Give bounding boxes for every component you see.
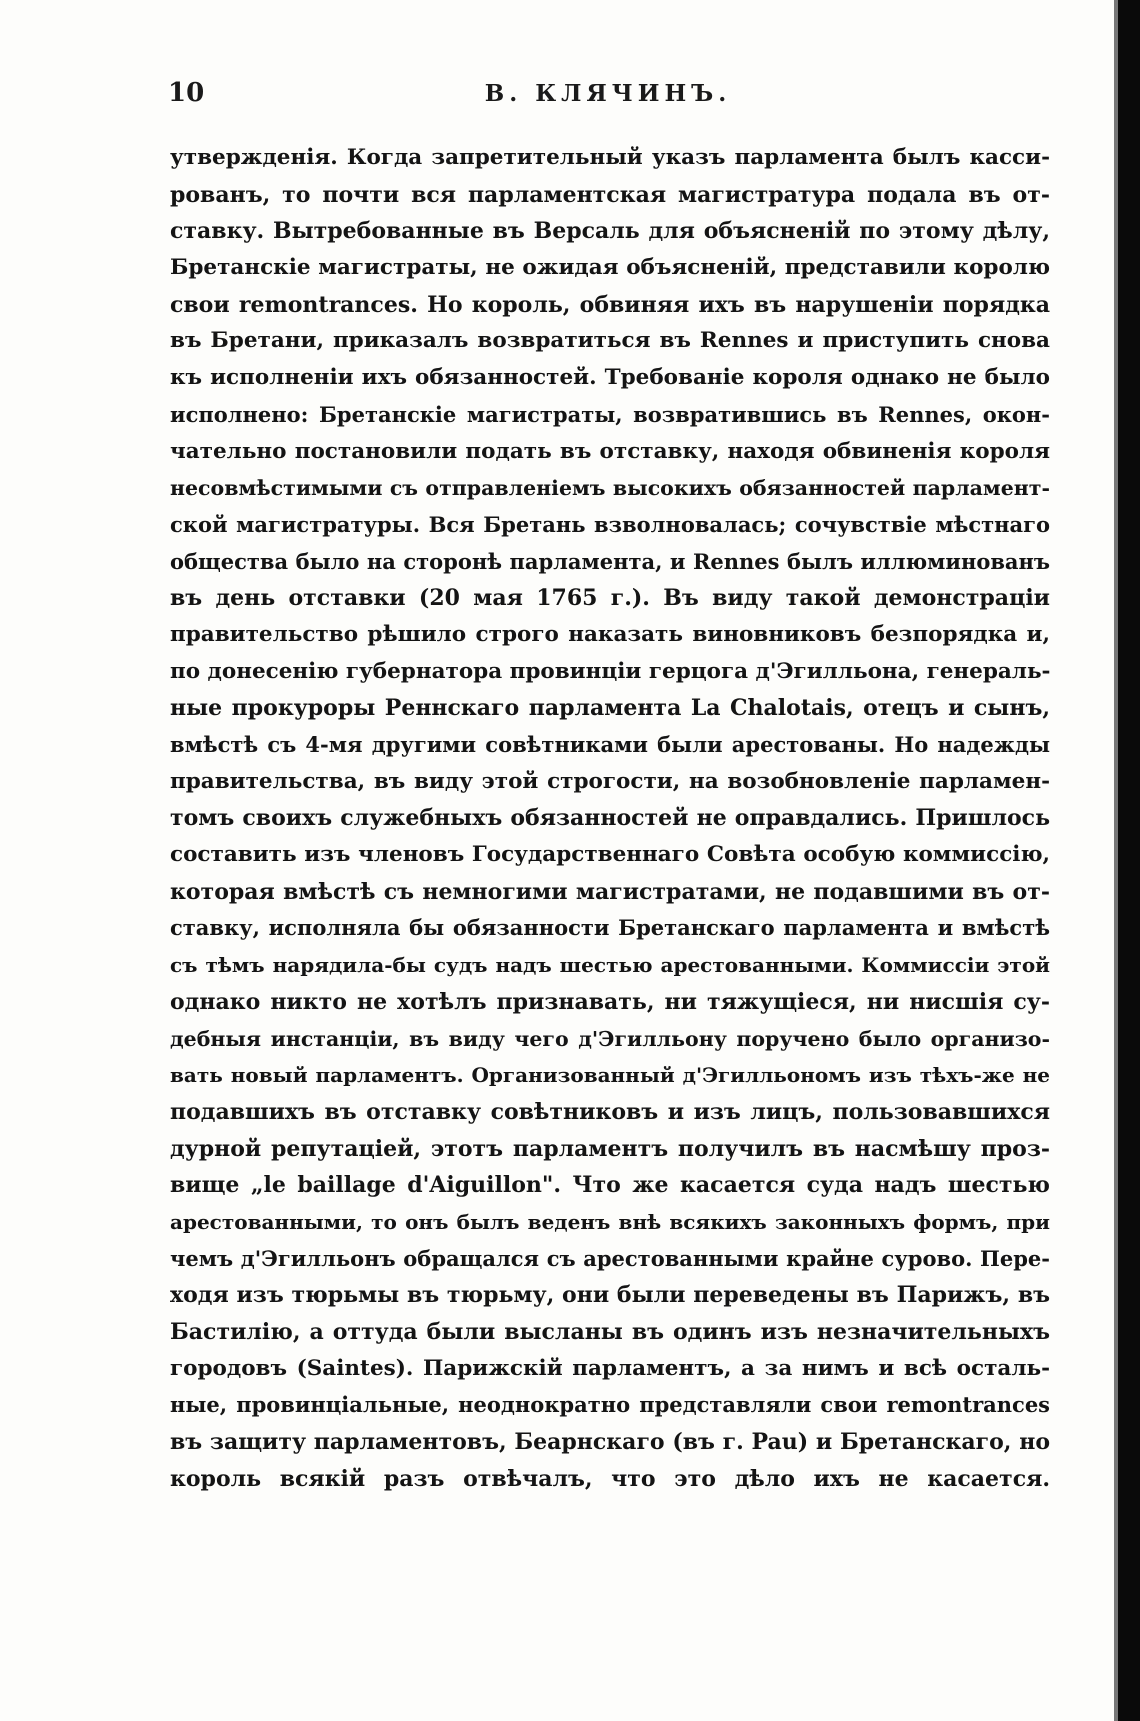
text-line: дурной репутаціей, этотъ парламентъ получилъ въ насмѣшу проз- [170,1135,1050,1162]
text-line: томъ своихъ служебныхъ обязанностей не оправдались. Пришлось [170,805,1050,832]
text-line: вать новый парламентъ. Организованный д'Эгилльономъ изъ тѣхъ-же не [170,1063,1050,1088]
text-line: ской магистратуры. Вся Бретань взволновалась; сочувствіе мѣстнаго [170,511,1050,537]
text-line: вище „le baillage d'Aiguillon". Что же касается суда надъ шестью [170,1172,1050,1199]
page-number: 10 [168,78,205,108]
body-text [170,140,1050,1497]
text-line: исполнено: Бретанскіе магистраты, возвратившись въ Rennes, окон- [170,401,1050,427]
text-line: составить изъ членовъ Государственнаго Совѣта особую коммиссію, [170,842,1050,868]
text-line: ные прокуроры Реннскаго парламента La Chalotais, отецъ и сынъ, [170,695,1050,722]
text-line: къ исполненіи ихъ обязанностей. Требованіе короля однако не было [170,365,1050,391]
text-line: утвержденія. Когда запретительный указъ парламента былъ касси- [170,145,1050,170]
text-line: которая вмѣстѣ съ немногими магистратами, не подавшими въ от- [170,878,1050,905]
text-line: по донесенію губернатора провинціи герцога д'Эгилльона, генераль- [170,658,1050,684]
text-line: правительства, въ виду этой строгости, на возобновленіе парламен- [170,768,1050,794]
text-line: общества было на сторонѣ парламента, и Rennes былъ иллюминованъ [170,548,1050,574]
text-line: подавшихъ въ отставку совѣтниковъ и изъ лицъ, пользовавшихся [170,1098,1050,1125]
text-line: чательно постановили подать въ отставку, находя обвиненія короля [170,438,1050,464]
text-line: вмѣстѣ съ 4-мя другими совѣтниками были арестованы. Но надежды [170,732,1050,757]
text-line: Бретанскіе магистраты, не ожидая объясненій, представили королю [170,255,1050,281]
text-line: рованъ, то почти вся парламентская магистратура подала въ от- [170,181,1050,208]
scan-edge [1118,0,1140,1721]
text-line: ные, провинціальные, неоднократно представляли свои remontrances [170,1392,1050,1418]
text-line: ставку. Вытребованные въ Версаль для объясненій по этому дѣлу, [170,218,1050,245]
text-line: Бастилію, а оттуда были высланы въ одинъ изъ незначительныхъ [170,1319,1050,1345]
text-line: ходя изъ тюрьмы въ тюрьму, они были переведены въ Парижъ, въ [170,1282,1050,1309]
text-line: несовмѣстимыми съ отправленіемъ высокихъ обязанностей парламент- [170,476,1050,501]
text-line: свои remontrances. Но король, обвиняя ихъ въ нарушеніи порядка [170,291,1050,318]
text-line: чемъ д'Эгилльонъ обращался съ арестованными крайне сурово. Пере- [170,1245,1050,1271]
text-line: въ защиту парламентовъ, Беарнскаго (въ г. Pau) и Бретанскаго, но [170,1429,1050,1456]
text-line: арестованными, то онъ былъ веденъ внѣ всякихъ законныхъ формъ, при [170,1209,1050,1234]
text-line: король всякій разъ отвѣчалъ, что это дѣло ихъ не касается. [170,1465,1050,1492]
text-line: дебныя инстанціи, въ виду чего д'Эгилльону поручено было организо- [170,1026,1050,1051]
text-line: правительство рѣшило строго наказать виновниковъ безпорядка и, [170,621,1050,647]
text-line: городовъ (Saintes). Парижскій парламентъ, а за нимъ и всѣ осталь- [170,1355,1050,1381]
text-line: въ день отставки (20 мая 1765 г.). Въ виду такой демонстраціи [170,585,1050,612]
running-head: В. КЛЯЧИНЪ. [484,80,732,107]
text-line: съ тѣмъ нарядила-бы судъ надъ шестью арестованными. Коммиссіи этой [170,953,1050,978]
text-line: ставку, исполняла бы обязанности Бретанскаго парламента и вмѣстѣ [170,915,1050,941]
text-line: въ Бретани, приказалъ возвратиться въ Rennes и приступить снова [170,328,1050,354]
text-line: однако никто не хотѣлъ признавать, ни тяжущіеся, ни нисшія су- [170,988,1050,1015]
page-header [168,78,1048,118]
